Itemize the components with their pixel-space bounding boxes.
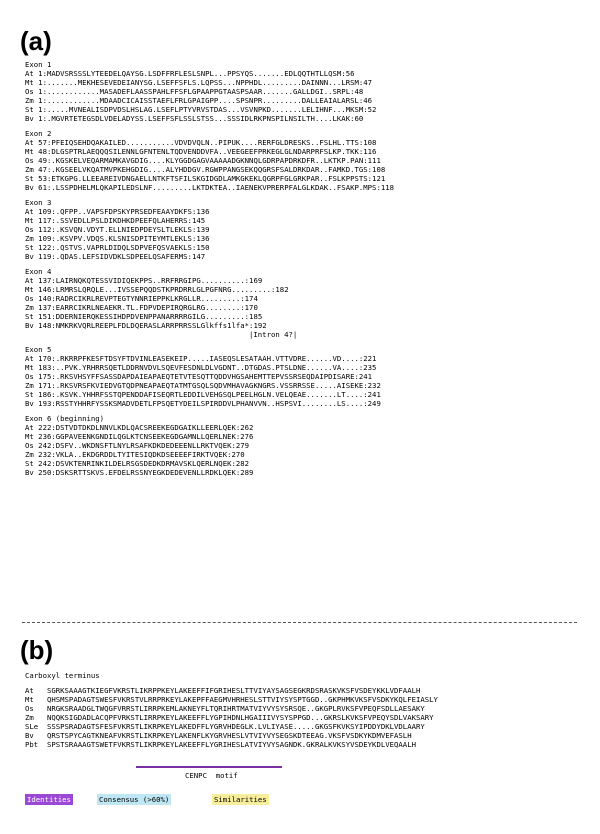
sequence-line: At 222:DSTVDTDKDLNNVLKDLQACSREEKEGDGAIKLLEERLQEK:262: [25, 423, 254, 432]
sequence-line: St 186:.KSVK.YHHRFSSTQPENDDAFISEQRTLEDDILVEHGSQLPEELHGLN.VELQEAE.......LT....:241: [25, 390, 381, 399]
sequence-line: Bv 250:DSKSRTTSKVS.EFDELRSSNYEGKDEDEVENLLRDKLQEK:289: [25, 468, 254, 477]
sequence-line: Mt 48:DLGSPTRLAEQQQSILENNLGFNTENLTQDVENDDVFA..VEEGEEFPRKEGLGLNDARPRFSLKP.TKK:116: [25, 147, 377, 156]
sequence-line: Zm 232:VKLA..EKDGRDDLTYITESIQDKDSEEEEFIRKTVQEK:270: [25, 450, 245, 459]
sequence-line: Mt 146:LRMRSLQRQLE...IVSSEPQQDSTKPRDRRLGLPGFNRG.........:182: [25, 285, 289, 294]
panel-divider: [22, 622, 577, 623]
sequence-line: St 1:.....MVNEALISDPVDSLHSLAG.LSEFLPTYVRVSTDAS...VSVNPKD.......LELIHNF...MKSM:52: [25, 105, 377, 114]
exon-alignment-block: [25, 60, 394, 483]
panel-b-label: (b): [20, 635, 54, 665]
sequence-line: Bv 148:NMKRKVQRLREEPLFDLDQERASLARRPRRSSLGlkffs1lfa*:192: [25, 321, 267, 330]
sequence-line: St 242:DSVKTENRINKILDELRSGSDEDKDRMAVSKLQERLNQEK:282: [25, 459, 250, 468]
legend-consensus: Consensus (>60%): [99, 795, 170, 804]
sequence-line: Os 175:.RKSVHSYFFSASSDAPDAIEAPAEQTETVTESQTTQDDVHGSAHEMTTEPVSSRSEQDAIPDISARE:241: [25, 372, 373, 381]
sequence-line: Mt 236:GGPAVEENKGNDILQGLKTCNSEEKEGDGAMNLLQERLNEK:276: [25, 432, 254, 441]
sequence-line: Mt 1:.......MEKHESEVEDEIANYSG.LSEFFSFLS.LQPSS...NPPHDL.........DAINNN...LRSM:47: [25, 78, 373, 87]
sequence-line: Zm 109:.KSVPV.VDQS.KLSNISDPITEYMTLEKLS:136: [25, 234, 210, 243]
sequence-line: St 151:DDERNIERQKESSIHDPDVENPPANARRRRGILG.........:185: [25, 312, 263, 321]
exon-title: Exon 3: [25, 198, 52, 207]
sequence-line: Zm 1:............MDAADCICAISSTAEFLFRLGPAIGPP....SPSNPR.........DALLEAIALARSL:46: [25, 96, 373, 105]
carboxyl-sequence-line: Os NRGKSRAADGLTWQGFVRRSTLIRRPKEMLAKNEYFLTQRIHRTMATVIYVYSYSRSQE..GKGPLRVKSFVPEQFSDLLAESAKY: [25, 704, 425, 713]
exon-title: Exon 4: [25, 267, 52, 276]
sequence-line: Zm 171:.RKSVRSFKVIEDVGTQDPNEAPAEQTATMTGSQLSQDVMHAVAGKNGRS.VSSRRSSE.....AISEKE:232: [25, 381, 381, 390]
panel-a-label: (a): [20, 26, 52, 56]
legend-similarities: Similarities: [214, 795, 267, 804]
sequence-line: Zm 137:EARRCIKRLNEAEKR.TL.FDPVDEPIRQRGLRG........:170: [25, 303, 258, 312]
exon-title: Exon 6 (beginning): [25, 414, 105, 423]
carboxyl-sequence-line: Bv QRSTSPYCAGTKNEAFVKRSTLIKRPKEYLAKENFLKYGRVHESLVTVIYVYSEGSKDTEEAG.VKSFVSDKYKDMVEFASLH: [25, 731, 412, 740]
cenpc-motif-label: CENPC motif: [185, 771, 238, 780]
sequence-line: Bv 119:.QDAS.LEFSIDVDKLSDPEELQSAFERMS:147: [25, 252, 206, 261]
carboxyl-sequence-line: Mt QHSMSPADAGTSWESFVKRSTVLRRPRKEYLAKEPFFAEGMVHRHESLSTTVIYSYSPTGGD..GKPHMKVKSFVSDKYKQLFEIASLY: [25, 695, 438, 704]
sequence-line: Os 112:.KSVQN.VDYT.ELLNIEDPDEYSLTLEKLS:139: [25, 225, 210, 234]
sequence-line: Mt 117:.SSVEDLLPSLDIKDHKDPEEFQLAHERRS:145: [25, 216, 206, 225]
sequence-line: Bv 61:.LSSPDHELMLQKAPILEDSLNF.........LKTDKTEA..IAENEKVPRERPFALGLKDAK..FSAKP.MPS:118: [25, 183, 395, 192]
exon-title: Exon 5: [25, 345, 52, 354]
sequence-line: At 109:.QFPP..VAPSFDPSKYPRSEDFEAAYDKFS:136: [25, 207, 210, 216]
exon-title: Exon 2: [25, 129, 52, 138]
sequence-line: At 137:LAIRNQKQTESSVIDIQEKPPS..RRFRRGIPG..........:169: [25, 276, 263, 285]
sequence-line: Bv 193:RSSTYHHRFYSSKSMADVDETLFPSQETYDEILSPIRDDVLPHANVVN..HSPSVI........LS....:249: [25, 399, 381, 408]
carboxyl-sequence-line: At SGRKSAAAGTKIEGFVKRSTLIKRPPKEYLAKEEFFIFGRIHESLTTVIYAYSAGSEGKRDSRASKVKSFVSDEYKKLVDFAALH: [25, 686, 421, 695]
sequence-line: Os 140:RADRCIKRLREVPTEGTYNNRIEPPKLKRGLLR.........:174: [25, 294, 258, 303]
carboxyl-terminus-block: [25, 671, 438, 749]
exon-title: Exon 1: [25, 60, 52, 69]
carboxyl-sequence-line: Zm NQQKSIGDADLACQPFVRKSTLIRRPKEYLAKEEFFLYGPIHDNLHGAIIIVYSYSPPGD...GKRSLKVKSFVPEQYSDLVAKSARY: [25, 713, 434, 722]
sequence-line: St 122:.QSTVS.VAPRLDIDQLSDPVEFQSVAEKLS:150: [25, 243, 210, 252]
sequence-line: At 170:.RKRRPFKESFTDSYFTDVINLEASEKEIP.....IASEQSLESATAAH.VTTVDRE......VD....:221: [25, 354, 377, 363]
sequence-line: Os 49:.KGSKELVEQARMAMKAVGDIG....KLYGGDGAGVAAAAADGKNNQLGDRPAPDRKDFR..LKTKP.PAN:111: [25, 156, 381, 165]
cenpc-motif-bar: [136, 766, 282, 768]
legend-identities: Identities: [27, 795, 71, 804]
spacer: [25, 477, 394, 483]
sequence-line: St 53:ETKGPG.LLEEAREIVDNGAELLNTKFTSFILSKGIDGDLAMKGKEKLQGRPFGLGRKPAR..FSLKPPSTS:121: [25, 174, 386, 183]
sequence-line: Os 242:DSFV..WKDNSFTLNYLRSAFKDKDEDEEENLLRKTVQEK:279: [25, 441, 250, 450]
carboxyl-terminus-title: Carboxyl terminus: [25, 671, 100, 680]
sequence-line: At 57:PFEIQSEHDQAKAILED...........VDVDVQLN..PIPUK....RERFGLDRESKS..FSLHL.TTS:108: [25, 138, 377, 147]
sequence-line: Os 1:............MASADEFLAASSPAHLFFSFLGPAAPPGTAASPSAAR.......GALLDGI..SRPL:48: [25, 87, 364, 96]
sequence-line: Zm 47:.KGSEELVKQATMVPKEHGDIG....ALYHDDGV.RGWPPANGSEKQQGRSFSALDRKDAR..FAMKD.TGS:108: [25, 165, 386, 174]
intron-note: |Intron 4?|: [249, 330, 298, 339]
sequence-line: Bv 1:.MGVRTETEGSDLVDELADYSS.LSEFFSFLSSLSTSS...SSSIDLRKPNSPILNSILTH....LKAK:60: [25, 114, 364, 123]
sequence-line: Mt 183:..PVK.YRHRRSQETLDDRNVDVLSQEVFESDNLDLVGDNT..DTGDAS.PTSLDNE......VA....:235: [25, 363, 377, 372]
carboxyl-sequence-line: SLe SSSPSRADAGTSFESFVKRSTLIKRPKEYLAKEDFFLYGRVHDEGLK.LVLIYASE.....GKGSFKVKSYIPDDYDKLVDLAARY: [25, 722, 425, 731]
sequence-line: At 1:MADVSRSSSLYTEEDELQAYSG.LSDFFRFLESLSNPL...PPSYQS.......EDLQQTHTLLQSM:56: [25, 69, 355, 78]
carboxyl-sequence-line: Pbt SPSTSRAAAGTSWETFVKRSTLIKRPKEYLAKEEFFLYGRIHESLATVIYVYSAGNDK.GKRALKVKSYVSDEYKDLVEQAALH: [25, 740, 416, 749]
